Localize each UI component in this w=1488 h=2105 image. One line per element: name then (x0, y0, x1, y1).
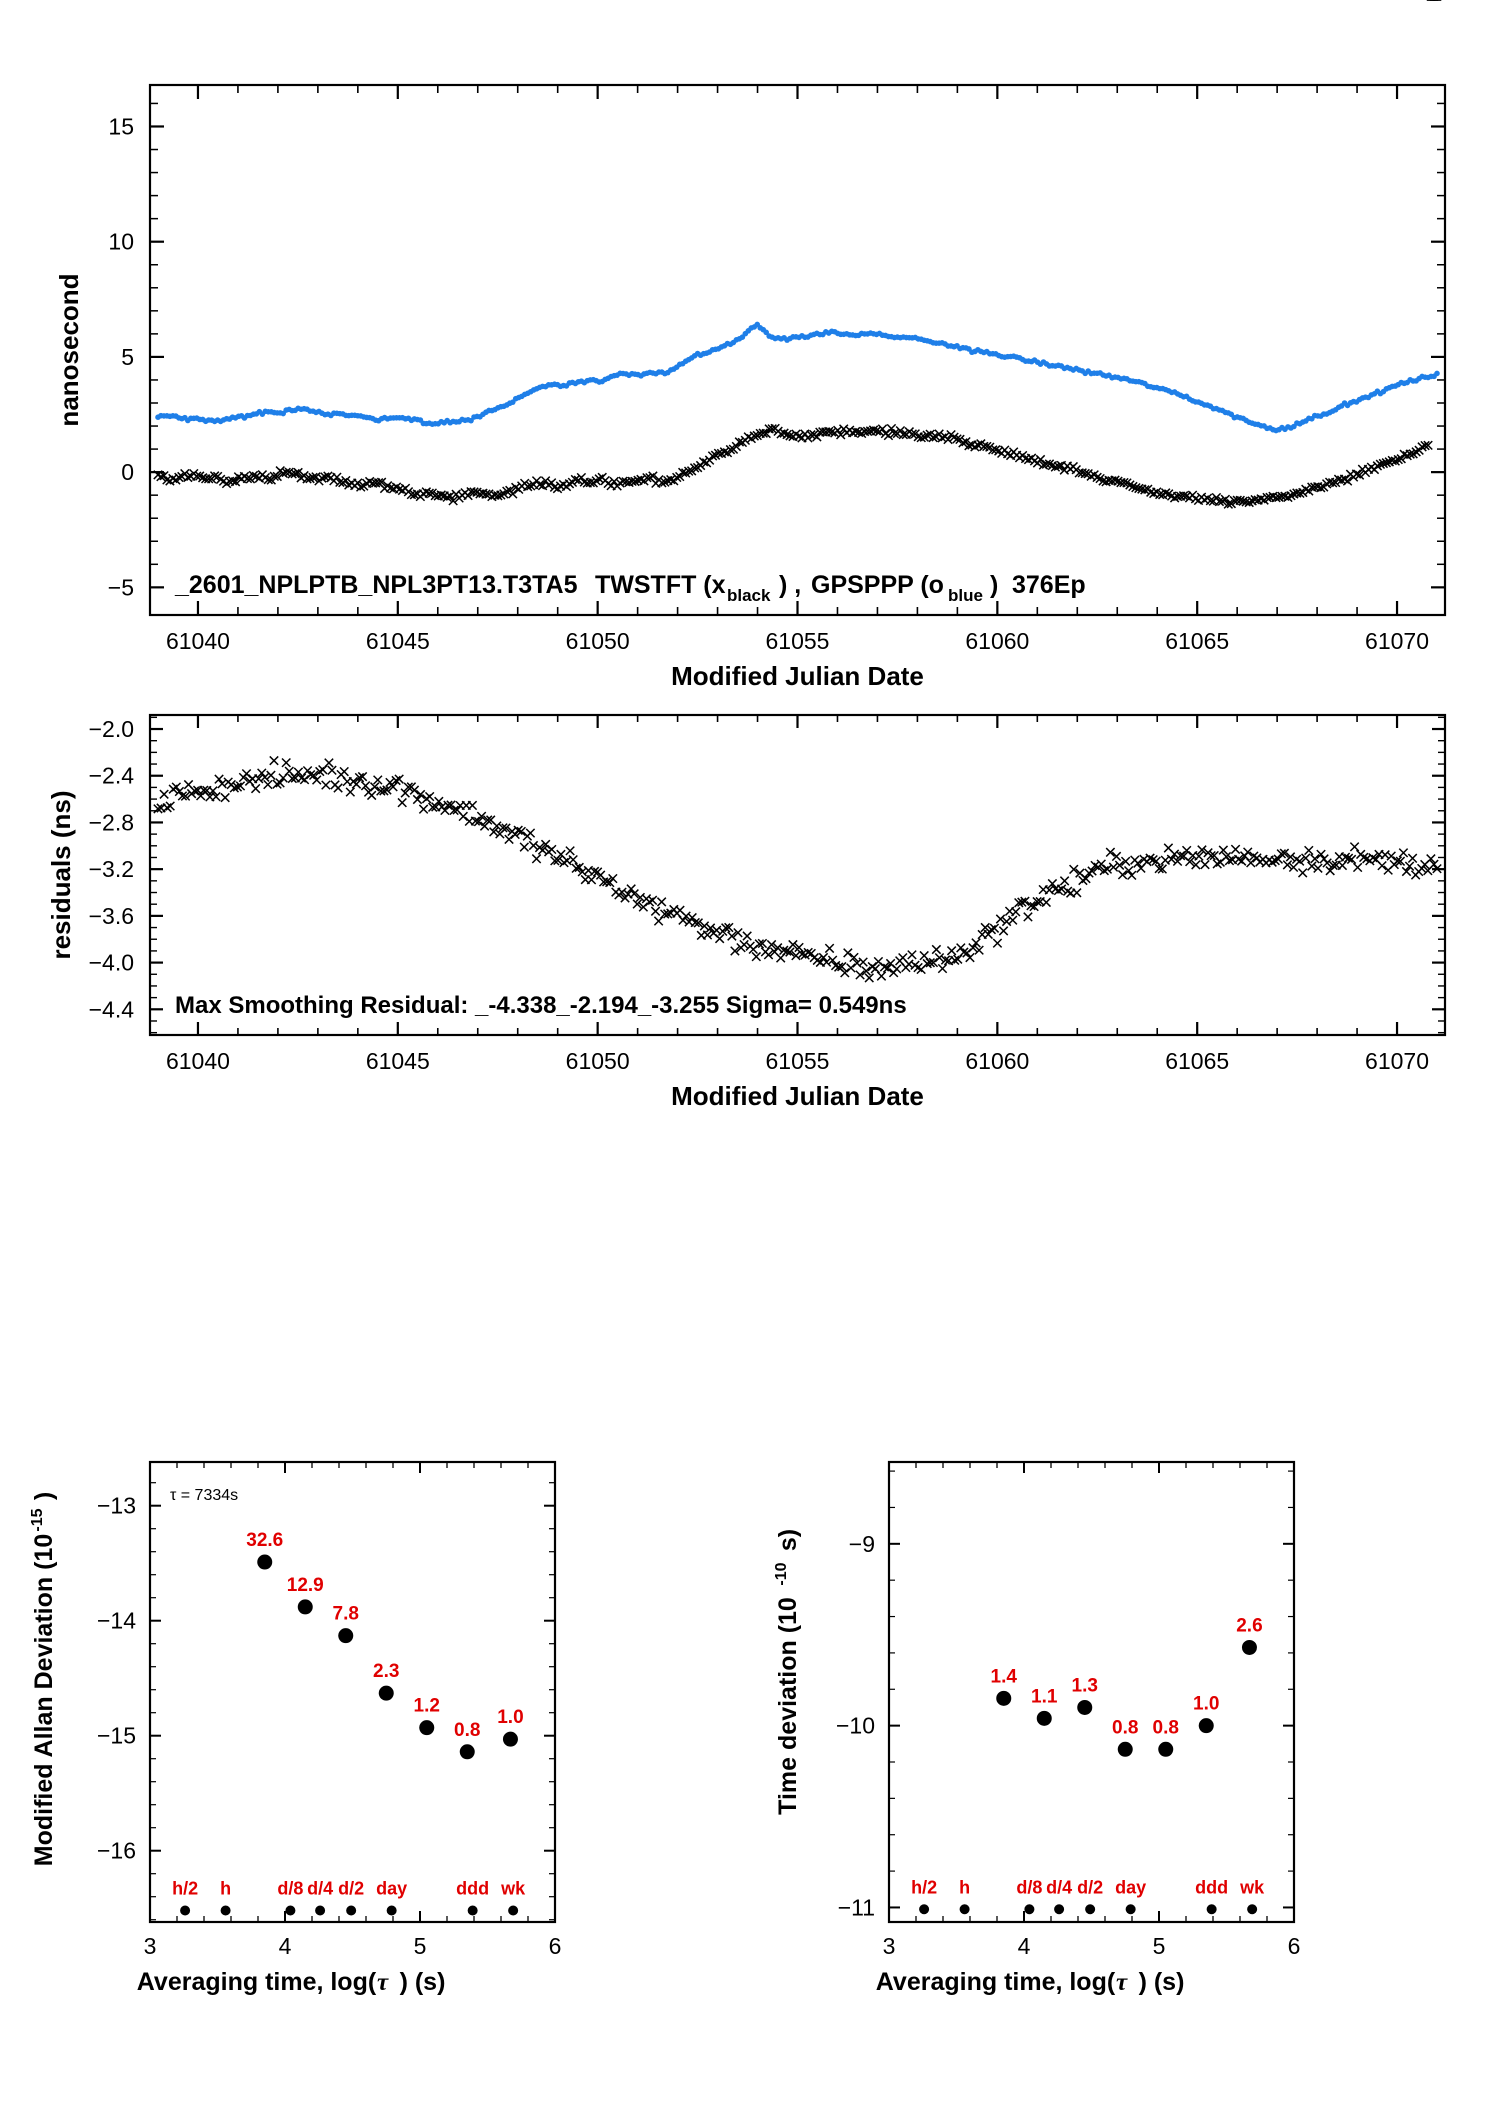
svg-text:Averaging time, log(: Averaging time, log( (875, 1968, 1116, 1996)
svg-text:d/4: d/4 (1046, 1877, 1073, 1898)
svg-text:10: 10 (108, 228, 134, 255)
svg-text:−5: −5 (107, 574, 134, 601)
svg-text:61055: 61055 (765, 1048, 830, 1074)
svg-text:Time deviation (10: Time deviation (10 (774, 1597, 802, 1815)
svg-text:0: 0 (121, 459, 134, 486)
svg-text:d/8: d/8 (1016, 1877, 1043, 1898)
svg-text:) ,: ) , (779, 571, 802, 599)
svg-text:6: 6 (1287, 1933, 1301, 1959)
svg-text:Max Smoothing Residual: _-4.3: Max Smoothing Residual: _-4.338_-2.194_-3.255 Sigma= 0.549ns (175, 992, 907, 1019)
svg-text:h: h (959, 1877, 971, 1898)
panel-residuals (0, 690, 1488, 1120)
svg-text:2.6: 2.6 (1236, 1615, 1263, 1637)
svg-text:32.6: 32.6 (246, 1530, 284, 1552)
svg-text:−13: −13 (96, 1492, 136, 1519)
svg-text:1.3: 1.3 (1071, 1675, 1098, 1697)
svg-text:1.0: 1.0 (1193, 1693, 1220, 1715)
svg-text:1.4: 1.4 (990, 1666, 1017, 1688)
svg-text:Modified Julian Date: Modified Julian Date (671, 661, 924, 691)
svg-text:_2601_NPLPTB_NPL3PT13.T3TA5: _2601_NPLPTB_NPL3PT13.T3TA5 (175, 571, 578, 599)
svg-text:61070: 61070 (1365, 1048, 1430, 1074)
svg-text:−2.8: −2.8 (88, 809, 134, 836)
svg-text:d/4: d/4 (307, 1878, 334, 1899)
svg-text:−11: −11 (837, 1894, 875, 1921)
svg-text:4: 4 (1017, 1933, 1031, 1959)
svg-text:61065: 61065 (1165, 628, 1230, 654)
svg-text:nanosecond: nanosecond (54, 273, 84, 427)
svg-text:ddd: ddd (1195, 1877, 1229, 1898)
svg-text:376Ep: 376Ep (1012, 571, 1086, 599)
svg-text:black: black (727, 586, 771, 605)
svg-text:61070: 61070 (1365, 628, 1430, 654)
svg-text:−9: −9 (848, 1530, 875, 1557)
svg-text:τ: τ (376, 1969, 389, 1996)
svg-text:τ = 7334s: τ = 7334s (170, 1487, 239, 1504)
svg-text:61065: 61065 (1165, 1048, 1230, 1074)
svg-text:5: 5 (413, 1933, 427, 1959)
svg-text:4: 4 (278, 1933, 292, 1959)
residuals-plot (0, 690, 1488, 1120)
svg-text:−3.6: −3.6 (88, 902, 134, 929)
svg-text:h: h (220, 1878, 232, 1899)
svg-text:Modified Allan Deviation (10: Modified Allan Deviation (10 (30, 1533, 58, 1867)
svg-text:61060: 61060 (965, 1048, 1030, 1074)
svg-text:-15: -15 (29, 1508, 46, 1532)
svg-text:6: 6 (548, 1933, 562, 1959)
svg-text:-10: -10 (773, 1562, 790, 1586)
svg-text:61060: 61060 (965, 628, 1030, 654)
panel-tdev (744, 1440, 1488, 2105)
svg-text:61040: 61040 (165, 628, 230, 654)
svg-text:h/2: h/2 (172, 1878, 199, 1899)
svg-text:5: 5 (1152, 1933, 1166, 1959)
svg-text:residuals (ns): residuals (ns) (46, 790, 76, 960)
svg-text:−15: −15 (96, 1722, 136, 1749)
svg-text:s): s) (774, 1528, 802, 1552)
svg-text:61045: 61045 (365, 628, 430, 654)
svg-text:3: 3 (882, 1933, 896, 1959)
svg-text:wk: wk (1240, 1877, 1265, 1898)
svg-text:Averaging time, log(: Averaging time, log( (136, 1968, 377, 1996)
svg-text:wk: wk (501, 1878, 526, 1899)
svg-text:−16: −16 (96, 1837, 136, 1864)
svg-text:61045: 61045 (365, 1048, 430, 1074)
svg-text:d/8: d/8 (277, 1878, 304, 1899)
svg-text:h/2: h/2 (911, 1877, 938, 1898)
svg-text:blue: blue (948, 586, 983, 605)
svg-text:61050: 61050 (565, 1048, 630, 1074)
svg-text:Modified Julian Date: Modified Julian Date (671, 1081, 924, 1111)
svg-text:−14: −14 (96, 1607, 136, 1634)
svg-text:−2.0: −2.0 (88, 716, 134, 743)
svg-text:TWSTFT (x: TWSTFT (x (595, 571, 726, 599)
svg-text:61040: 61040 (165, 1048, 230, 1074)
svg-text:0.8: 0.8 (454, 1719, 481, 1741)
svg-text:ddd: ddd (456, 1878, 490, 1899)
svg-text:day: day (376, 1878, 408, 1899)
svg-text:) (s): ) (s) (399, 1968, 446, 1996)
svg-text:5: 5 (121, 343, 134, 370)
svg-text:τ: τ (1115, 1969, 1128, 1996)
svg-text:0.8: 0.8 (1112, 1717, 1139, 1739)
svg-text:1.0: 1.0 (497, 1707, 524, 1729)
mdev-plot (0, 1440, 744, 2105)
panel-mdev (0, 1440, 744, 2105)
svg-text:61050: 61050 (565, 628, 630, 654)
panel-time-series (0, 0, 1488, 700)
svg-text:) (s): ) (s) (1138, 1968, 1185, 1996)
svg-text:15: 15 (108, 113, 134, 140)
svg-text:GPSPPP (o: GPSPPP (o (811, 571, 944, 599)
svg-text:3: 3 (143, 1933, 157, 1959)
svg-text:d/2: d/2 (338, 1878, 365, 1899)
svg-text:0.8: 0.8 (1152, 1717, 1179, 1739)
svg-text:day: day (1115, 1877, 1147, 1898)
svg-text:): ) (990, 571, 999, 599)
svg-text:7.8: 7.8 (332, 1603, 359, 1625)
svg-text:d/2: d/2 (1077, 1877, 1104, 1898)
svg-text:12.9: 12.9 (286, 1574, 324, 1596)
svg-text:1.1: 1.1 (1031, 1686, 1058, 1708)
svg-text:61055: 61055 (765, 628, 830, 654)
svg-text:): ) (30, 1491, 58, 1501)
svg-text:−3.2: −3.2 (88, 856, 134, 883)
time-series-plot (0, 0, 1488, 700)
svg-text:−4.4: −4.4 (88, 996, 134, 1023)
svg-text:2.3: 2.3 (373, 1661, 400, 1683)
tdev-plot (744, 1440, 1488, 2105)
svg-text:−4.0: −4.0 (88, 949, 134, 976)
svg-text:−2.4: −2.4 (88, 762, 134, 789)
svg-text:−10: −10 (835, 1712, 875, 1739)
svg-text:1.2: 1.2 (413, 1695, 440, 1717)
